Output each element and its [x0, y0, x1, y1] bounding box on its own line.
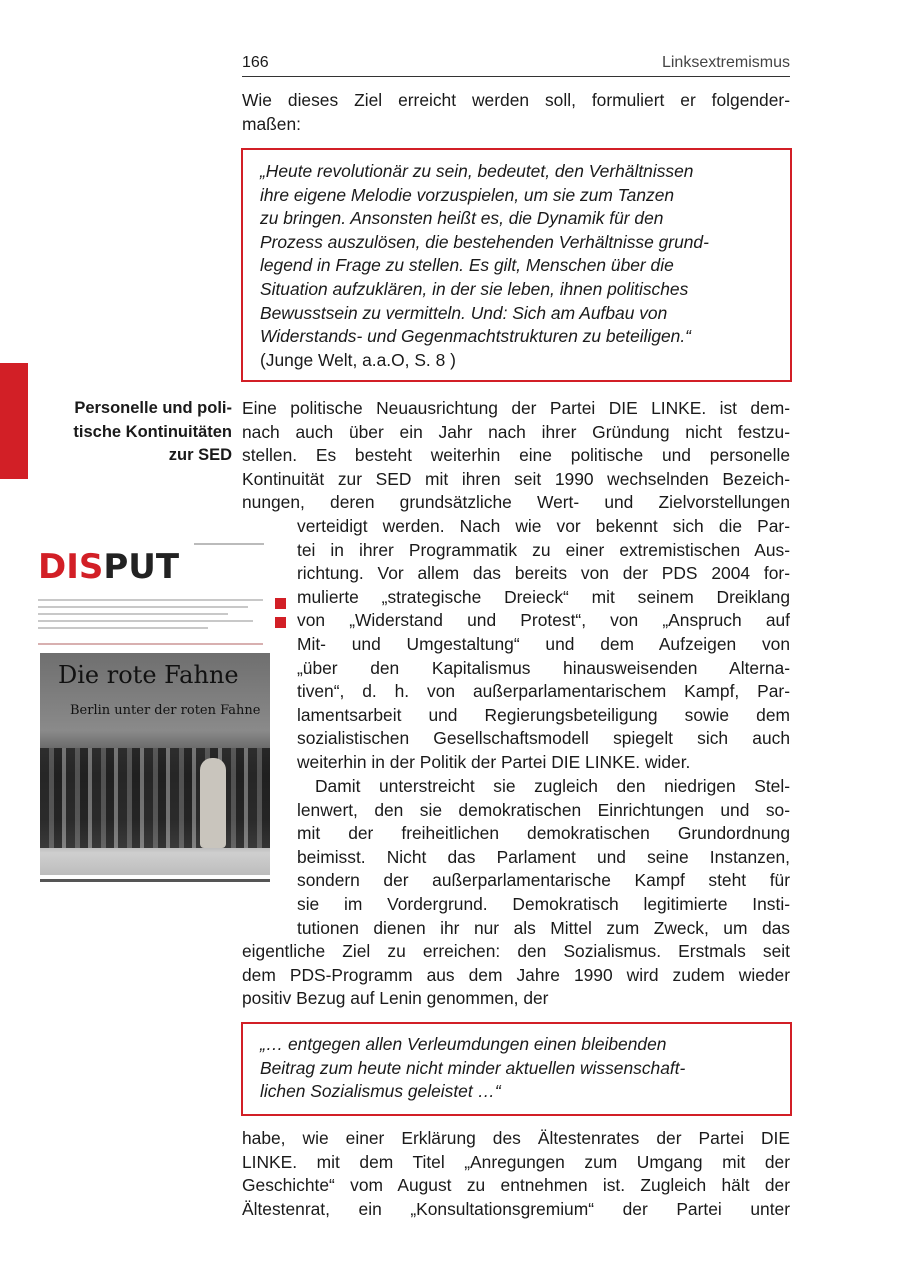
crowd [40, 748, 270, 848]
text-line: Damit unterstreicht sie zugleich den niedrigen Stel- [315, 776, 790, 796]
text-line: zur SED [168, 446, 232, 465]
disput-cover-image [30, 535, 272, 895]
text-line: lenwert, den sie demokratischen Einrichtungen und so- [297, 799, 790, 820]
cover-text-line [38, 627, 208, 629]
margin-heading [20, 397, 232, 468]
section-title: Linksextremismus [661, 54, 790, 71]
text-line: positiv Bezug auf Lenin genommen, der [242, 988, 549, 1009]
cover-photo [40, 653, 270, 875]
cover-text-line [38, 620, 253, 622]
text-line: „über den Kapitalismus hinausweisenden Alterna- [297, 657, 790, 678]
quote-1 [260, 160, 770, 349]
paragraph-2a [297, 775, 790, 940]
text-line: nungen, deren grundsätzliche Wert- und Zielvorstellungen [242, 492, 790, 513]
red-square-marker [275, 617, 286, 628]
text-line: mit der freiheitlichen demokratischen Grundordnung [297, 823, 790, 844]
text-line: mulierte „strategische Dreieck“ mit seinem Dreiklang [297, 586, 790, 607]
text-line: Personelle und poli- [74, 399, 232, 417]
text-line: von „Widerstand und Protest“, von „Anspruch auf [297, 610, 790, 631]
text-line: Kontinuität zur SED mit ihren seit 1990 wechselnden Bezeich- [242, 468, 790, 489]
text-line: habe, wie einer Erklärung des Ältestenrates der Partei DIE [242, 1128, 790, 1148]
text-line: ihre eigene Melodie vorzuspielen, um sie zum Tanzen [260, 184, 675, 205]
quote-1-source [260, 349, 456, 373]
text-line: Geschichte“ vom August zu entnehmen ist. Zugleich hält der [242, 1175, 790, 1196]
red-square-marker [275, 598, 286, 609]
person [200, 758, 226, 848]
text-line: Prozess auszulösen, die bestehenden Verhältnisse grund- [260, 231, 709, 252]
running-header [242, 52, 790, 77]
text-line: Mit- und Umgestaltung“ und dem Aufzeigen von [297, 633, 790, 654]
text-line: tei in ihrer Programmatik zu einer extremistischen Aus- [297, 539, 790, 560]
page-number: 166 [242, 54, 269, 71]
text-line: dem PDS-Programm aus dem Jahre 1990 wird zudem wieder [242, 964, 790, 985]
text-line: eigentliche Ziel zu erreichen: den Sozialismus. Erstmals seit [242, 941, 790, 961]
text-line: sondern der außerparlamentarische Kampf steht für [297, 870, 790, 891]
cover-topline [194, 543, 264, 545]
text-line: Wie dieses Ziel erreicht werden soll, formuliert er folgender- [242, 90, 790, 110]
cover-text-line [38, 643, 263, 645]
text-line: Situation aufzuklären, in der sie leben, ihnen politisches [260, 278, 689, 299]
cover-footer [40, 879, 270, 882]
disput-logo: DISPUT [38, 547, 180, 587]
text-line: lamentsarbeit und Regierungsbeteiligung sowie dem [297, 704, 790, 725]
text-line: verteidigt werden. Nach wie vor bekennt sich die Par- [297, 516, 790, 536]
text-line: Widerstands- und Gegenmachtstrukturen zu beteiligen.“ [260, 326, 691, 347]
text-line: „Heute revolutionär zu sein, bedeutet, den Verhältnissen [260, 161, 694, 181]
text-line: tiven“, d. h. von außerparlamentarischem Kampf, Par- [297, 681, 790, 702]
paragraph-1b [297, 515, 790, 775]
paragraph-1a [242, 397, 790, 515]
cover-text-line [38, 599, 263, 601]
photo-subline: Berlin unter der roten Fahne [70, 703, 261, 718]
text-line: LINKE. mit dem Titel „Anregungen zum Umgang mit der [242, 1151, 790, 1172]
text-line: tutionen dienen ihr nur als Mittel zum Zweck, um das [297, 917, 790, 938]
text-line: Bewusstsein zu vermitteln. Und: Sich am Aufbau von [260, 302, 668, 323]
text-line: „… entgegen allen Verleumdungen einen bleibenden [260, 1034, 667, 1054]
text-line: richtung. Vor allem das bereits von der PDS 2004 for- [297, 563, 790, 584]
text-line: sie im Vordergrund. Demokratisch legitimierte Insti- [297, 893, 790, 914]
photo-headline: Die rote Fahne [58, 661, 239, 689]
text-line: Eine politische Neuausrichtung der Partei DIE LINKE. ist dem- [242, 398, 790, 418]
intro-paragraph [242, 89, 790, 136]
text-line: nach auch über ein Jahr nach ihrer Gründung nicht festzu- [242, 421, 790, 442]
text-line: Beitrag zum heute nicht minder aktuellen wissenschaft- [260, 1057, 686, 1078]
text-line: stellen. Es besteht weiterhin eine politische und personelle [242, 445, 790, 466]
paragraph-3 [242, 1127, 790, 1221]
text-line: zu bringen. Ansonsten heißt es, die Dynamik für den [260, 208, 664, 229]
text-line: sozialistischen Gesellschaftsmodell spiegelt sich auch [297, 728, 790, 749]
text-line: beimisst. Nicht das Parlament und seine Instanzen, [297, 846, 790, 867]
quote-source: (Junge Welt, a.a.O, S. 8 ) [260, 350, 456, 370]
quote-2 [260, 1033, 770, 1104]
cover-text-line [38, 606, 248, 608]
paragraph-2b [242, 940, 790, 1011]
text-line: Ältestenrat, ein „Konsultationsgremium“ der Partei unter [242, 1198, 790, 1219]
text-line: legend in Frage zu stellen. Es gilt, Menschen über die [260, 255, 674, 276]
text-line: lichen Sozialismus geleistet …“ [260, 1081, 501, 1102]
cover-text-line [38, 613, 228, 615]
text-line: weiterhin in der Politik der Partei DIE LINKE. wider. [297, 751, 691, 772]
text-line: tische Kontinuitäten [73, 422, 232, 441]
text-line: maßen: [242, 113, 301, 134]
